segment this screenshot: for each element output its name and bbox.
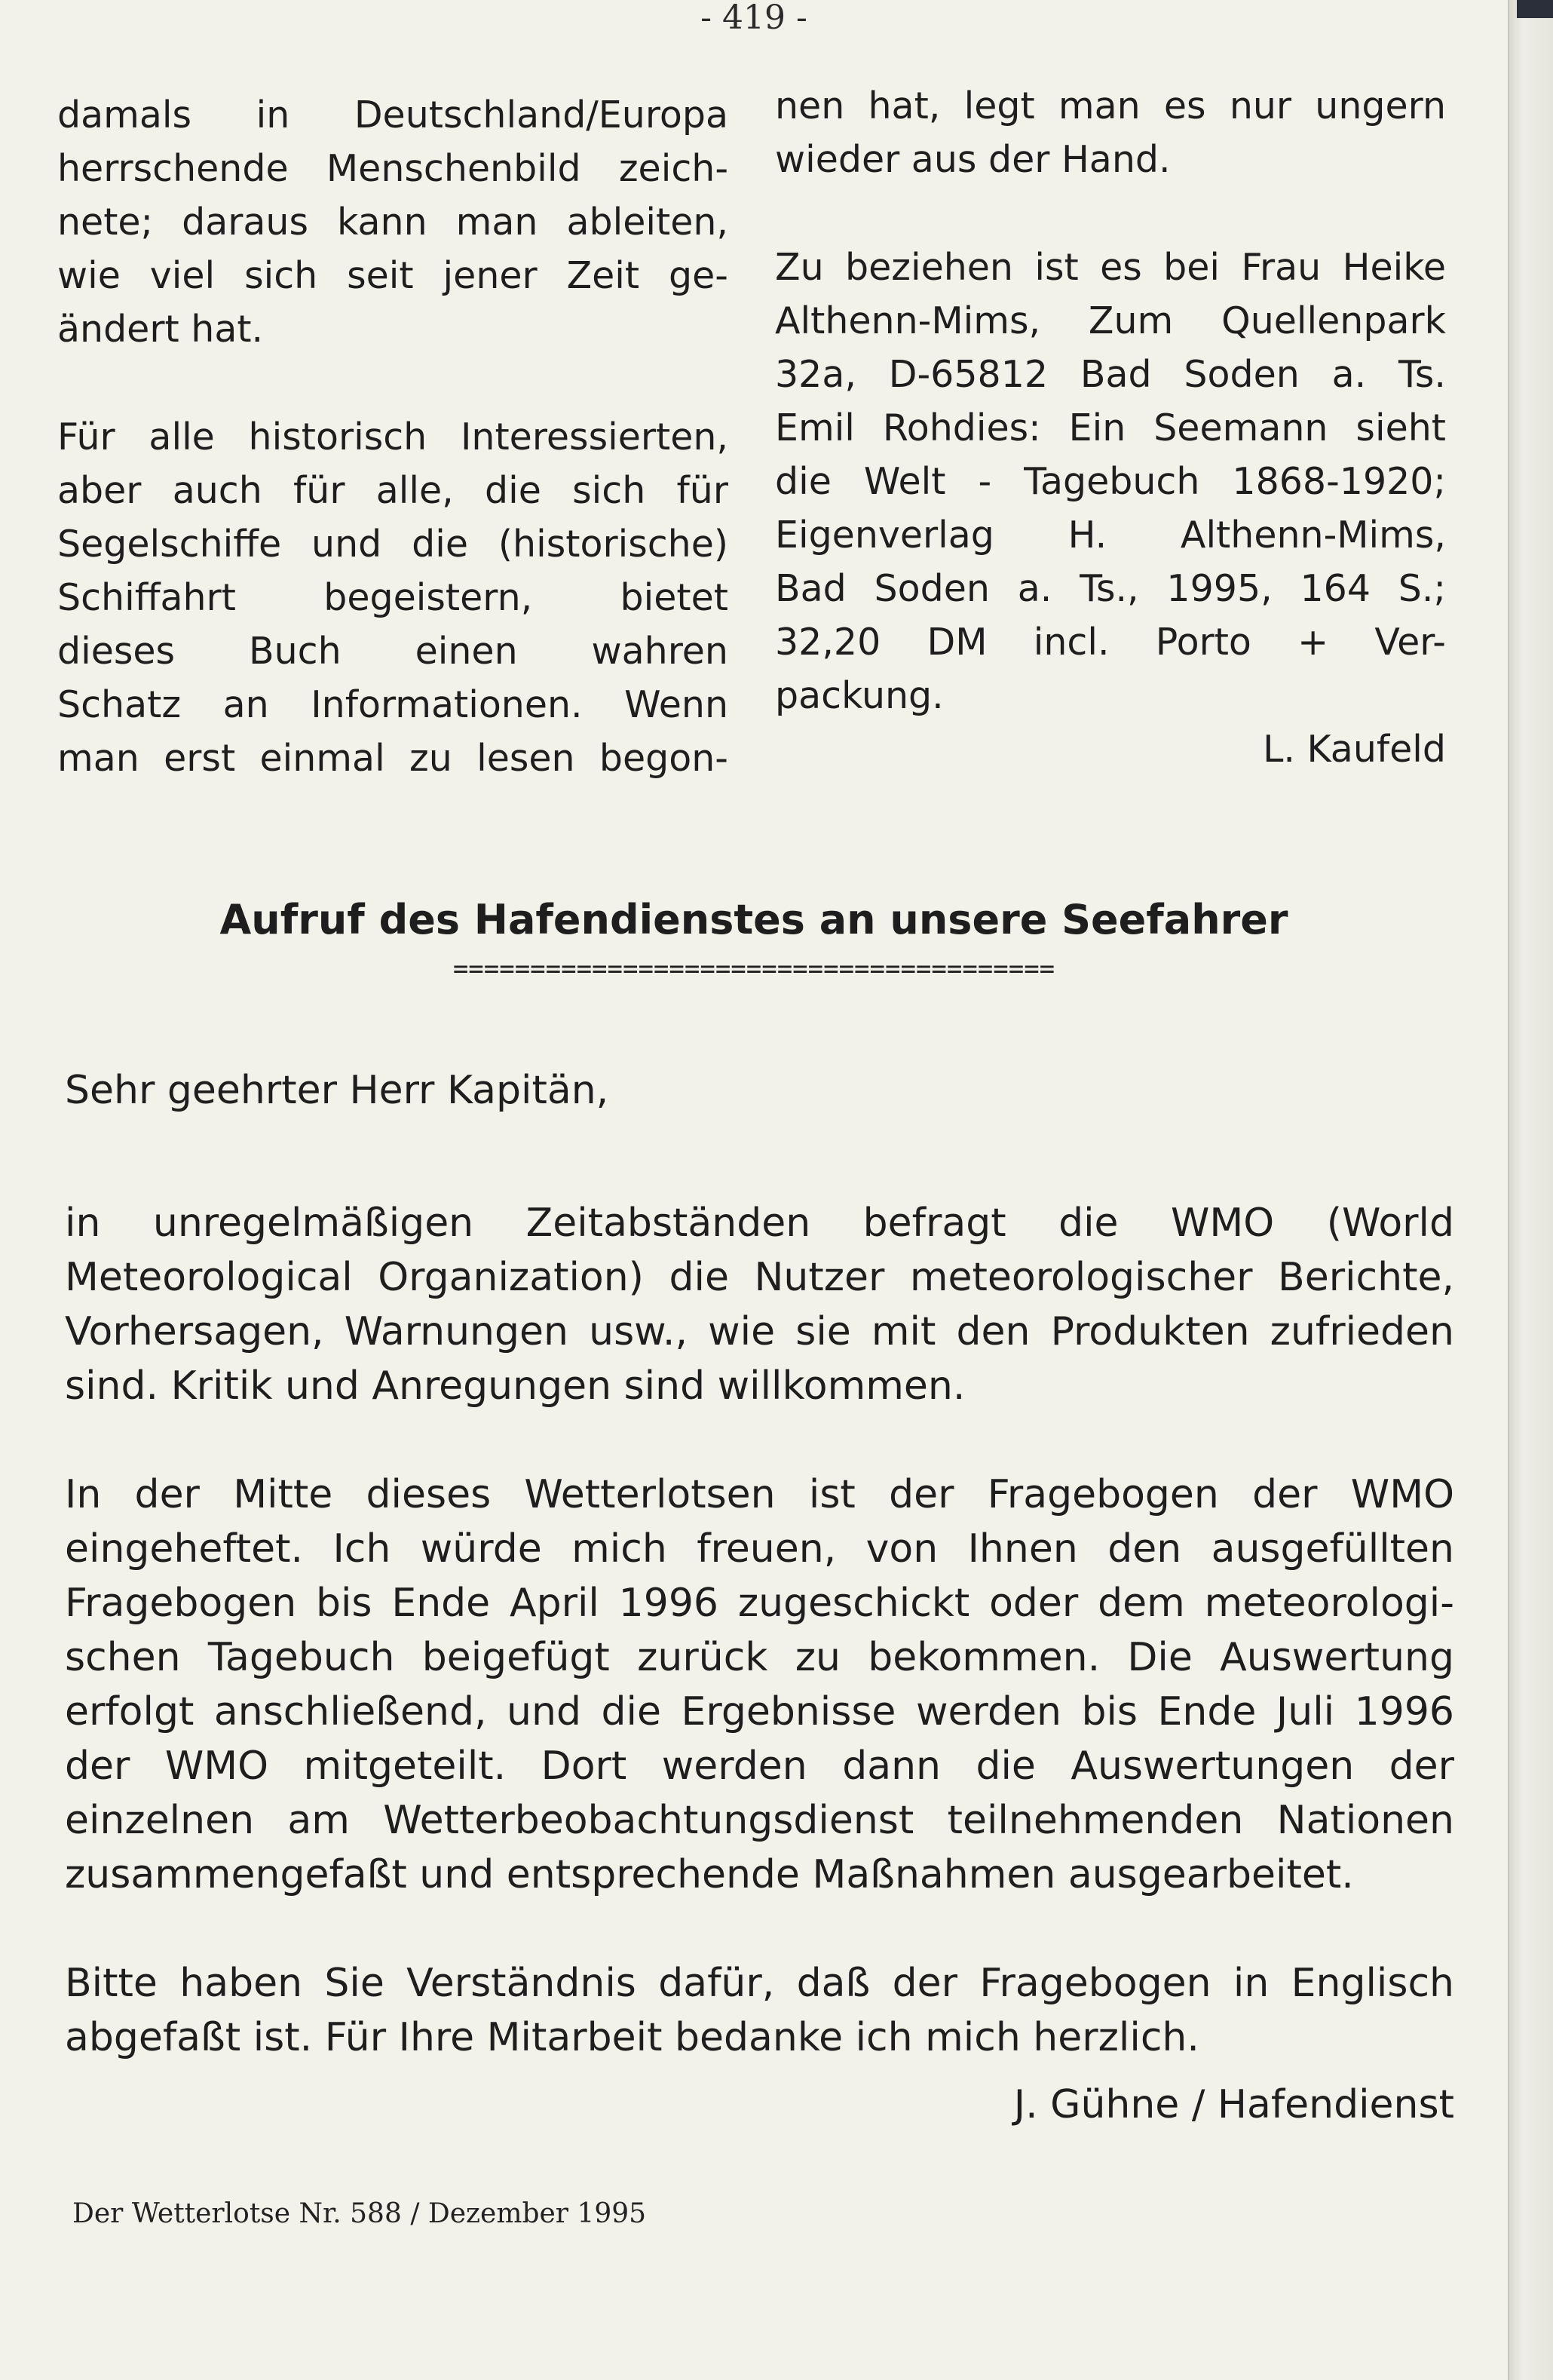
text-line: Fragebogen bis Ende April 1996 zugeschickt oder dem meteorologi- [65,1581,1454,1626]
left-paragraph-1 [57,88,728,356]
section-heading: Aufruf des Hafendienstes an unsere Seefahrer [219,896,1288,943]
text-line: Segelschiffe und die (historische) [57,523,728,566]
right-paragraph-1 [775,79,1446,186]
text-line: Althenn-Mims, Zum Quellenpark [775,299,1446,342]
text-line: dieses Buch einen wahren [57,630,728,673]
left-paragraph-2 [57,410,728,785]
letter-paragraph-1 [65,1196,1454,1413]
letter-paragraph-3 [65,1956,1454,2065]
text-line: Bitte haben Sie Verständnis dafür, daß der Fragebogen in Englisch [65,1961,1454,2006]
text-line: Eigenverlag H. Althenn-Mims, [775,514,1446,557]
text-line: 32a, D-65812 Bad Soden a. Ts. [775,353,1446,396]
text-line: sind. Kritik und Anregungen sind willkommen. [65,1363,966,1409]
text-line: packung. [775,674,944,717]
review-signature: L. Kaufeld [1263,728,1446,771]
left-column [57,88,728,785]
text-line: Meteorological Organization) die Nutzer meteorologischer Berichte, [65,1255,1454,1300]
text-line: ändert hat. [57,308,264,351]
text-line: der WMO mitgeteilt. Dort werden dann die Auswertungen der [65,1744,1454,1789]
right-paragraph-2 [775,241,1446,776]
text-line: Schatz an Informationen. Wenn [57,683,728,726]
text-line: In der Mitte dieses Wetterlotsen ist der Fragebogen der WMO [65,1472,1454,1517]
text-line: eingeheftet. Ich würde mich freuen, von Ihnen den ausgefüllten [65,1526,1454,1572]
text-line: zusammengefaßt und entsprechende Maßnahmen ausgearbeitet. [65,1852,1354,1897]
text-line: damals in Deutschland/Europa [57,94,728,136]
text-line: wie viel sich seit jener Zeit ge- [57,254,728,297]
text-line: man erst einmal zu lesen begon- [57,737,728,780]
text-line: Für alle historisch Interessierten, [57,416,728,459]
text-line: herrschende Menschenbild zeich- [57,147,728,190]
letter-paragraph-2 [65,1468,1454,1902]
text-line: abgefaßt ist. Für Ihre Mitarbeit bedanke ich mich herzlich. [65,2015,1199,2060]
text-line: Zu beziehen ist es bei Frau Heike [775,246,1446,289]
text-line: schen Tagebuch beigefügt zurück zu bekommen. Die Auswertung [65,1635,1454,1680]
text-line: wieder aus der Hand. [775,138,1171,181]
text-line: Bad Soden a. Ts., 1995, 164 S.; [775,567,1446,610]
text-line: nen hat, legt man es nur ungern [775,84,1446,127]
letter-salutation: Sehr geehrter Herr Kapitän, [65,1068,609,1113]
text-line: nete; daraus kann man ableiten, [57,201,728,244]
right-column [775,79,1446,776]
text-line: Emil Rohdies: Ein Seemann sieht [775,406,1446,449]
text-line: 32,20 DM incl. Porto + Ver- [775,621,1446,664]
text-line: erfolgt anschließend, und die Ergebnisse werden bis Ende Juli 1996 [65,1689,1454,1734]
page-edge-tab [1517,0,1553,18]
text-line: Schiffahrt begeistern, bietet [57,576,728,619]
heading-underline: ======================================= [452,954,1055,984]
text-line: die Welt - Tagebuch 1868-1920; [775,460,1446,503]
text-line: Vorhersagen, Warnungen usw., wie sie mit den Produkten zufrieden [65,1309,1454,1354]
footer-citation: Der Wetterlotse Nr. 588 / Dezember 1995 [72,2198,647,2229]
letter-body [65,1063,1454,2119]
page-edge [1508,0,1553,2380]
text-line: aber auch für alle, die sich für [57,469,728,512]
text-line: in unregelmäßigen Zeitabständen befragt die WMO (World [65,1201,1454,1246]
page-number: - 419 - [700,0,807,37]
text-line: einzelnen am Wetterbeobachtungsdienst teilnehmenden Nationen [65,1798,1454,1843]
letter-signature: J. Gühne / Hafendienst [1013,2082,1454,2127]
